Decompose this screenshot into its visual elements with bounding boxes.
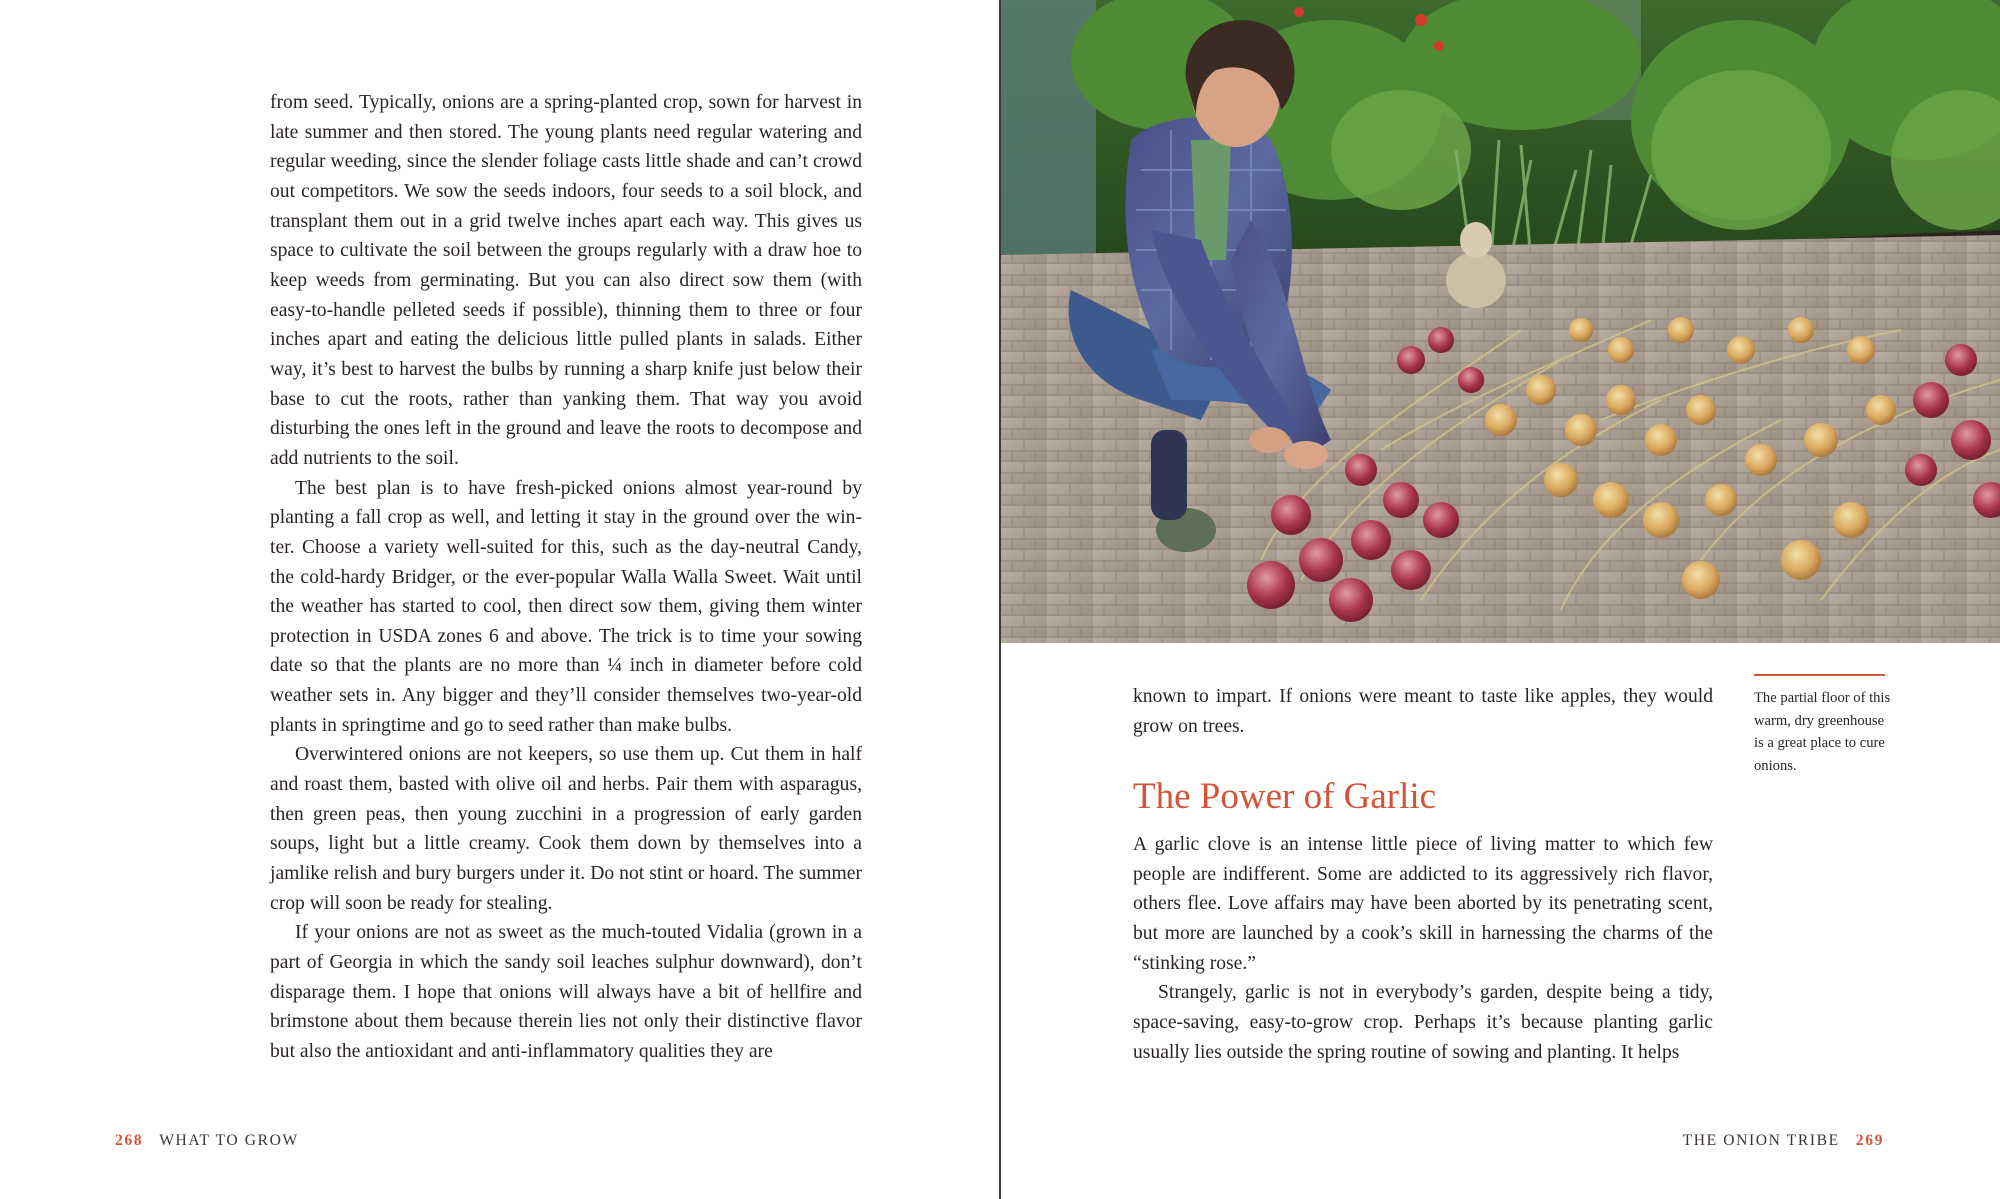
body-paragraph: A garlic clove is an intense little piece of living matter to which few people are indifferent. Some are addicted to its aggressively rich flavor, others flee. Love affairs may have been aborted by its penetrating scent, but more are launched by a cook’s skill in harnessing the charms of the “stinking rose.” (1133, 834, 1713, 974)
body-paragraph: The best plan is to have fresh-picked onions almost year-round by planting a fall crop as well, and letting it stay in the ground over the win-ter. Choose a variety well-suited for this, such as the day-neutral Candy, the cold-hardy Bridger, or the ever-popular Walla Walla Sweet. Wait until the weather has started to cool, then direct sow them, giving them winter protection in USDA zones 6 and above. The trick is to time your sowing date so that the plants are no more than ¼ inch in diameter before cold weather sets in. Any bigger and they’ll consider themselves two-year-old plants in springtime and go to seed rather than make bulbs. (270, 477, 862, 736)
photo-illustration (1001, 0, 2000, 643)
body-paragraph: from seed. Typically, onions are a spring-planted crop, sown for harvest in late summer and then stored. The young plants need regular watering and regular weeding, since the slender foliage casts little shade and can’t crowd out competitors. We sow the seeds indoors, four seeds to a soil block, and transplant them out in a grid twelve inches apart each way. This gives us space to cultivate the soil between the groups regularly with a draw hoe to keep weeds from germinating. But you can also direct sow them (with easy-to-handle pelleted seeds if possible), thinning them to three or four inches apart and eating the delicious little pulled plants in salads. Either way, it’s best to harvest the bulbs by running a sharp knife just below their base to cut the roots, rather than yanking them. That way you avoid disturbing the ones left in the ground and leave the roots to decompose and add nutrients to the soil. (270, 92, 862, 469)
body-paragraph: Strangely, garlic is not in everybody’s garden, despite being a tidy, space-saving, easy-to-grow crop. Perhaps it’s because planting garlic usually lies outside the spring routine of sowing and planting. It helps (1133, 982, 1713, 1063)
body-paragraph: known to impart. If onions were meant to taste like apples, they would grow on trees. (1133, 686, 1713, 737)
page-number: 268 (115, 1132, 144, 1149)
body-paragraph: If your onions are not as sweet as the much-touted Vidalia (grown in a part of Georgia in which the sandy soil leaches sulphur downward), don’t disparage them. I hope that onions will always have a bit of hellfire and brimstone about them because therein lies not only their distinctive flavor but also the antioxidant and anti-inflammatory qualities they are (270, 922, 862, 1062)
caption-rule (1754, 674, 1885, 676)
garlic-section-body (1133, 830, 1713, 1067)
left-page-body (270, 88, 862, 1067)
running-head: WHAT TO GROW (159, 1132, 299, 1149)
section-heading: The Power of Garlic (1133, 776, 1437, 817)
greenhouse-onion-photo (1001, 0, 2000, 643)
left-folio (115, 1132, 299, 1150)
photo-caption: The partial floor of this warm, dry greenhouse is a great place to cure onions. (1754, 690, 1891, 774)
running-head: THE ONION TRIBE (1682, 1132, 1840, 1149)
right-page (1001, 0, 2000, 1199)
continued-text (1133, 682, 1713, 741)
body-paragraph: Overwintered onions are not keepers, so use them up. Cut them in half and roast them, basted with olive oil and herbs. Pair them with asparagus, then green peas, then young zucchini in a progression of early garden soups, light but a little creamy. Cook them down by themselves into a jamlike relish and bury burgers under it. Do not stint or hoard. The summer crop will soon be ready for stealing. (270, 744, 862, 914)
page-number: 269 (1855, 1132, 1884, 1149)
right-folio (1683, 1132, 1884, 1150)
